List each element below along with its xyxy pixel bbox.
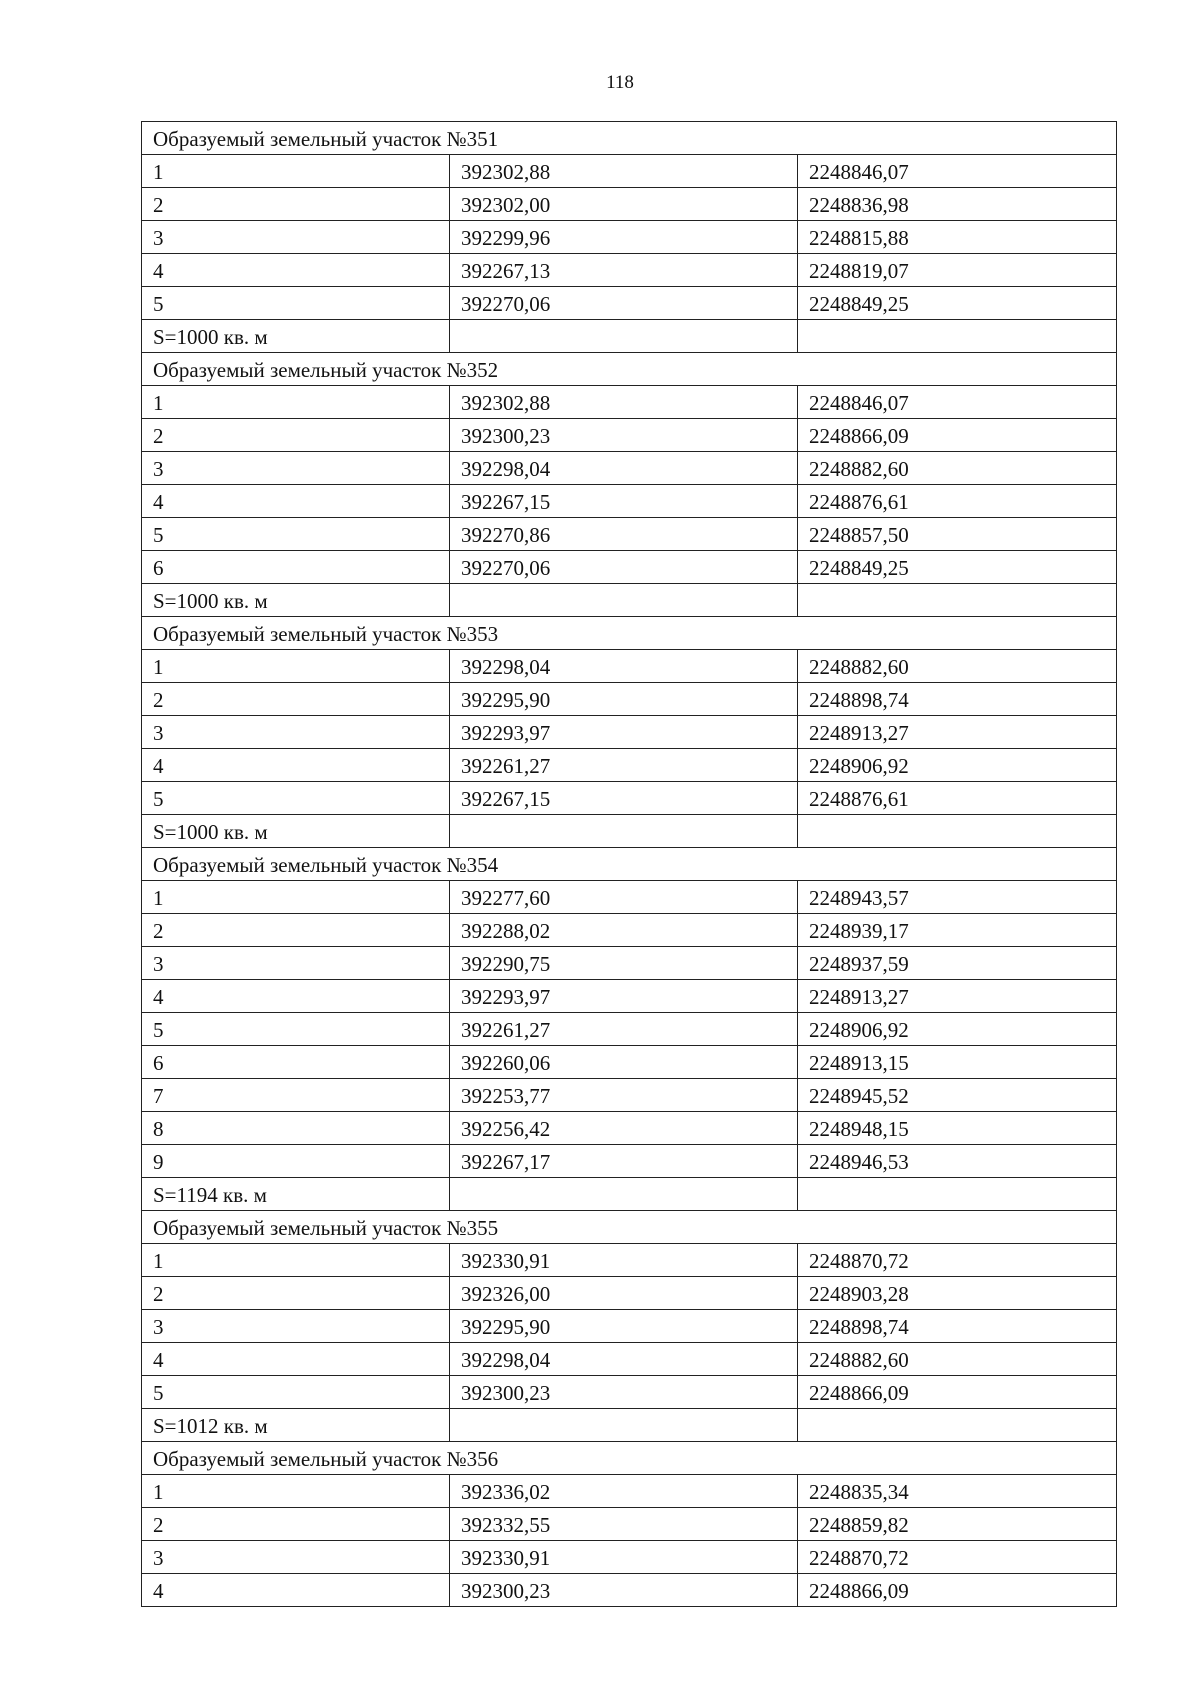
- coordinate-y: 2248835,34: [798, 1475, 1117, 1508]
- coordinate-y: 2248870,72: [798, 1541, 1117, 1574]
- coordinate-x: 392267,17: [450, 1145, 798, 1178]
- coordinate-x: 392267,13: [450, 254, 798, 287]
- parcel-title: Образуемый земельный участок №354: [142, 848, 1117, 881]
- coordinate-x: 392260,06: [450, 1046, 798, 1079]
- parcel-area: S=1000 кв. м: [142, 320, 450, 353]
- coordinate-y: 2248857,50: [798, 518, 1117, 551]
- empty-cell: [450, 320, 798, 353]
- parcel-area-row: [142, 320, 1117, 353]
- point-number: 4: [142, 1574, 450, 1607]
- parcel-title-row: [142, 353, 1117, 386]
- point-row: [142, 1244, 1117, 1277]
- point-number: 2: [142, 683, 450, 716]
- point-row: [142, 1277, 1117, 1310]
- point-row: [142, 914, 1117, 947]
- coordinate-y: 2248876,61: [798, 782, 1117, 815]
- point-number: 2: [142, 419, 450, 452]
- point-number: 8: [142, 1112, 450, 1145]
- point-number: 5: [142, 287, 450, 320]
- coordinate-x: 392267,15: [450, 485, 798, 518]
- coordinate-y: 2248819,07: [798, 254, 1117, 287]
- point-number: 4: [142, 980, 450, 1013]
- coordinate-y: 2248906,92: [798, 749, 1117, 782]
- coordinate-x: 392277,60: [450, 881, 798, 914]
- coordinate-x: 392295,90: [450, 1310, 798, 1343]
- coordinate-y: 2248939,17: [798, 914, 1117, 947]
- page-number: 118: [606, 72, 634, 93]
- parcel-title-row: [142, 1211, 1117, 1244]
- point-row: [142, 1376, 1117, 1409]
- parcel-area: S=1000 кв. м: [142, 584, 450, 617]
- parcel-title-row: [142, 122, 1117, 155]
- point-row: [142, 386, 1117, 419]
- point-number: 3: [142, 1310, 450, 1343]
- point-row: [142, 650, 1117, 683]
- empty-cell: [798, 815, 1117, 848]
- parcel-area-row: [142, 815, 1117, 848]
- empty-cell: [798, 1178, 1117, 1211]
- parcel-title: Образуемый земельный участок №355: [142, 1211, 1117, 1244]
- point-row: [142, 1541, 1117, 1574]
- point-row: [142, 683, 1117, 716]
- point-row: [142, 1310, 1117, 1343]
- point-number: 3: [142, 1541, 450, 1574]
- point-number: 9: [142, 1145, 450, 1178]
- coordinate-x: 392256,42: [450, 1112, 798, 1145]
- point-row: [142, 188, 1117, 221]
- coordinate-x: 392288,02: [450, 914, 798, 947]
- parcel-area-row: [142, 1178, 1117, 1211]
- empty-cell: [450, 584, 798, 617]
- point-row: [142, 1574, 1117, 1607]
- coordinate-x: 392293,97: [450, 980, 798, 1013]
- coordinate-x: 392293,97: [450, 716, 798, 749]
- point-row: [142, 452, 1117, 485]
- point-row: [142, 1112, 1117, 1145]
- coordinate-x: 392326,00: [450, 1277, 798, 1310]
- coordinate-y: 2248913,15: [798, 1046, 1117, 1079]
- parcel-title-row: [142, 1442, 1117, 1475]
- coordinate-x: 392298,04: [450, 452, 798, 485]
- point-number: 1: [142, 1244, 450, 1277]
- point-row: [142, 1343, 1117, 1376]
- coordinate-y: 2248882,60: [798, 452, 1117, 485]
- point-row: [142, 254, 1117, 287]
- coordinate-y: 2248913,27: [798, 980, 1117, 1013]
- parcel-area: S=1012 кв. м: [142, 1409, 450, 1442]
- point-row: [142, 716, 1117, 749]
- parcel-title-row: [142, 848, 1117, 881]
- empty-cell: [450, 1178, 798, 1211]
- point-row: [142, 782, 1117, 815]
- coordinate-y: 2248898,74: [798, 683, 1117, 716]
- coordinate-y: 2248945,52: [798, 1079, 1117, 1112]
- empty-cell: [798, 320, 1117, 353]
- point-row: [142, 551, 1117, 584]
- coordinate-x: 392270,06: [450, 287, 798, 320]
- coordinate-x: 392330,91: [450, 1541, 798, 1574]
- coordinate-y: 2248937,59: [798, 947, 1117, 980]
- parcel-title: Образуемый земельный участок №351: [142, 122, 1117, 155]
- point-number: 2: [142, 914, 450, 947]
- point-number: 4: [142, 485, 450, 518]
- coordinate-x: 392253,77: [450, 1079, 798, 1112]
- point-number: 1: [142, 386, 450, 419]
- coordinate-x: 392300,23: [450, 419, 798, 452]
- point-number: 1: [142, 650, 450, 683]
- point-number: 1: [142, 155, 450, 188]
- coordinate-y: 2248882,60: [798, 650, 1117, 683]
- empty-cell: [798, 584, 1117, 617]
- parcel-area-row: [142, 584, 1117, 617]
- coordinate-x: 392330,91: [450, 1244, 798, 1277]
- parcel-title: Образуемый земельный участок №353: [142, 617, 1117, 650]
- coordinate-y: 2248898,74: [798, 1310, 1117, 1343]
- coordinate-x: 392261,27: [450, 749, 798, 782]
- coordinate-y: 2248870,72: [798, 1244, 1117, 1277]
- point-number: 4: [142, 254, 450, 287]
- point-number: 2: [142, 1508, 450, 1541]
- point-number: 1: [142, 1475, 450, 1508]
- coordinate-x: 392302,88: [450, 386, 798, 419]
- point-row: [142, 1475, 1117, 1508]
- point-number: 5: [142, 1376, 450, 1409]
- coordinate-y: 2248849,25: [798, 287, 1117, 320]
- point-number: 6: [142, 1046, 450, 1079]
- empty-cell: [450, 1409, 798, 1442]
- coordinate-y: 2248876,61: [798, 485, 1117, 518]
- coordinate-y: 2248913,27: [798, 716, 1117, 749]
- point-number: 3: [142, 221, 450, 254]
- coordinate-y: 2248866,09: [798, 1574, 1117, 1607]
- point-row: [142, 1508, 1117, 1541]
- point-row: [142, 419, 1117, 452]
- coordinate-x: 392300,23: [450, 1376, 798, 1409]
- point-row: [142, 1046, 1117, 1079]
- parcel-area-row: [142, 1409, 1117, 1442]
- coordinate-x: 392332,55: [450, 1508, 798, 1541]
- coordinate-y: 2248836,98: [798, 188, 1117, 221]
- point-row: [142, 947, 1117, 980]
- point-number: 2: [142, 1277, 450, 1310]
- parcel-area: S=1194 кв. м: [142, 1178, 450, 1211]
- coordinate-y: 2248846,07: [798, 155, 1117, 188]
- coordinate-x: 392302,00: [450, 188, 798, 221]
- coordinate-y: 2248846,07: [798, 386, 1117, 419]
- parcel-title-row: [142, 617, 1117, 650]
- parcel-area: S=1000 кв. м: [142, 815, 450, 848]
- coordinate-x: 392298,04: [450, 1343, 798, 1376]
- coordinate-x: 392270,86: [450, 518, 798, 551]
- coordinate-y: 2248849,25: [798, 551, 1117, 584]
- empty-cell: [798, 1409, 1117, 1442]
- coordinate-y: 2248882,60: [798, 1343, 1117, 1376]
- point-row: [142, 485, 1117, 518]
- point-row: [142, 221, 1117, 254]
- coordinates-table-body: [142, 122, 1117, 1607]
- coordinate-y: 2248866,09: [798, 419, 1117, 452]
- point-row: [142, 518, 1117, 551]
- coordinate-x: 392299,96: [450, 221, 798, 254]
- point-row: [142, 881, 1117, 914]
- coordinate-y: 2248815,88: [798, 221, 1117, 254]
- coordinate-y: 2248903,28: [798, 1277, 1117, 1310]
- point-row: [142, 1145, 1117, 1178]
- parcel-title: Образуемый земельный участок №356: [142, 1442, 1117, 1475]
- point-number: 4: [142, 749, 450, 782]
- point-row: [142, 287, 1117, 320]
- parcel-title: Образуемый земельный участок №352: [142, 353, 1117, 386]
- coordinate-y: 2248859,82: [798, 1508, 1117, 1541]
- point-number: 1: [142, 881, 450, 914]
- point-number: 6: [142, 551, 450, 584]
- point-number: 3: [142, 947, 450, 980]
- coordinate-x: 392267,15: [450, 782, 798, 815]
- coordinate-x: 392290,75: [450, 947, 798, 980]
- coordinate-x: 392261,27: [450, 1013, 798, 1046]
- coordinate-y: 2248866,09: [798, 1376, 1117, 1409]
- empty-cell: [450, 815, 798, 848]
- coordinate-y: 2248943,57: [798, 881, 1117, 914]
- point-number: 5: [142, 518, 450, 551]
- coordinate-x: 392302,88: [450, 155, 798, 188]
- point-number: 7: [142, 1079, 450, 1112]
- coordinate-x: 392270,06: [450, 551, 798, 584]
- coordinate-x: 392336,02: [450, 1475, 798, 1508]
- point-number: 3: [142, 452, 450, 485]
- point-row: [142, 155, 1117, 188]
- point-number: 4: [142, 1343, 450, 1376]
- coordinate-y: 2248948,15: [798, 1112, 1117, 1145]
- coordinates-table: [141, 121, 1117, 1607]
- point-row: [142, 1013, 1117, 1046]
- point-number: 3: [142, 716, 450, 749]
- point-number: 2: [142, 188, 450, 221]
- point-number: 5: [142, 1013, 450, 1046]
- point-number: 5: [142, 782, 450, 815]
- coordinate-x: 392300,23: [450, 1574, 798, 1607]
- coordinate-y: 2248946,53: [798, 1145, 1117, 1178]
- point-row: [142, 980, 1117, 1013]
- point-row: [142, 749, 1117, 782]
- point-row: [142, 1079, 1117, 1112]
- coordinate-y: 2248906,92: [798, 1013, 1117, 1046]
- coordinate-x: 392295,90: [450, 683, 798, 716]
- coordinate-x: 392298,04: [450, 650, 798, 683]
